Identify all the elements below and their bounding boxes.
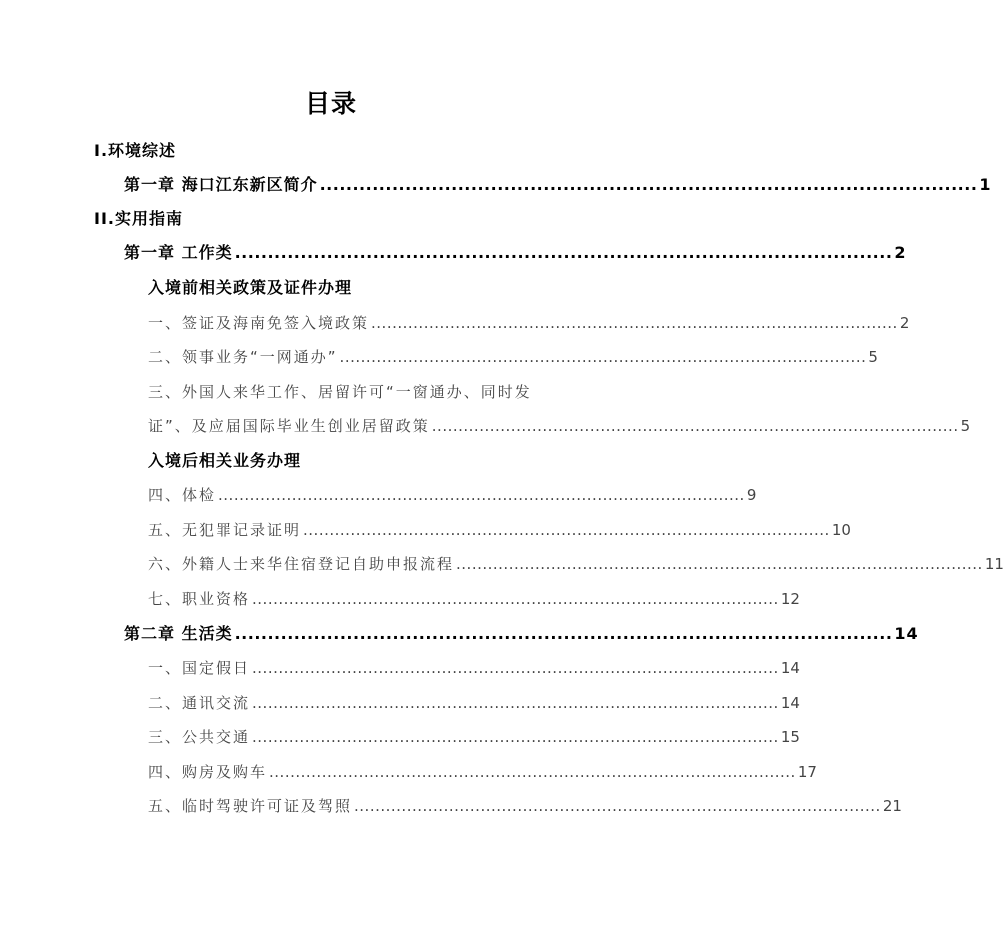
toc-chapter-intro[interactable] [124,173,992,197]
toc-entry-label: 五、无犯罪记录证明 [148,521,302,539]
toc-page-number: 1 [979,175,992,194]
toc-page-number: 5 [960,417,971,435]
toc-entry[interactable] [148,311,910,335]
dot-leader: .................................................................................................... [319,175,978,194]
toc-part-guide[interactable] [94,207,183,231]
toc-entry[interactable] [148,552,1004,576]
dot-leader: .................................................................................................... [269,763,796,781]
toc-entry-label: 三、外国人来华工作、居留许可“一窗通办、同时发 [148,383,532,401]
toc-entry[interactable] [148,414,971,438]
toc-page-number: 21 [882,797,902,815]
toc-entry-label: 四、体检 [148,486,217,504]
toc-chapter-label: 第二章 生活类 [124,624,233,643]
toc-page-number: 9 [746,486,757,504]
toc-entry[interactable] [148,587,800,611]
toc-section-label: 入境前相关政策及证件办理 [148,278,353,297]
toc-entry-label: 二、通讯交流 [148,694,251,712]
dot-leader: .................................................................................................... [252,590,779,608]
dot-leader: .................................................................................................... [252,694,779,712]
dot-leader: .................................................................................................... [456,555,983,573]
toc-entry[interactable] [148,794,902,818]
toc-entry-line1[interactable] [148,380,532,404]
toc-entry-label: 一、国定假日 [148,659,251,677]
toc-entry[interactable] [148,345,878,369]
dot-leader: .................................................................................................... [431,417,959,435]
dot-leader: .................................................................................................... [303,521,830,539]
toc-section-label: 入境后相关业务办理 [148,451,302,470]
toc-entry[interactable] [148,518,851,542]
toc-page-number: 10 [831,521,851,539]
toc-page-number: 12 [780,590,800,608]
dot-leader: .................................................................................................... [234,243,893,262]
toc-page-number: 17 [797,763,817,781]
toc-page-number: 15 [780,728,800,746]
toc-section-pre-entry[interactable] [148,276,352,300]
toc-page-number: 14 [894,624,919,643]
toc-part-label: II.实用指南 [94,209,183,228]
page-title: 目录 [304,89,357,118]
dot-leader: .................................................................................................... [252,728,779,746]
toc-page-number: 14 [780,694,800,712]
toc-page-number: 14 [780,659,800,677]
toc-chapter-label: 第一章 海口江东新区简介 [124,175,318,194]
toc-chapter-work[interactable] [124,241,907,265]
toc-entry[interactable] [148,656,800,680]
toc-entry-label: 七、职业资格 [148,590,251,608]
toc-entry-label: 三、公共交通 [148,728,251,746]
toc-page-number: 2 [899,314,910,332]
dot-leader: .................................................................................................... [371,314,898,332]
dot-leader: .................................................................................................... [252,659,779,677]
dot-leader: .................................................................................................... [218,486,745,504]
toc-entry[interactable] [148,760,817,784]
toc-entry[interactable] [148,691,800,715]
toc-entry[interactable] [148,483,757,507]
toc-entry-label: 五、临时驾驶许可证及驾照 [148,797,353,815]
toc-page-number: 5 [868,348,878,366]
toc-part-environment[interactable] [94,139,176,163]
toc-chapter-label: 第一章 工作类 [124,243,233,262]
toc-entry-label: 六、外籍人士来华住宿登记自助申报流程 [148,555,455,573]
dot-leader: .................................................................................................... [339,348,867,366]
toc-chapter-life[interactable] [124,622,919,646]
dot-leader: .................................................................................................... [234,624,893,643]
dot-leader: .................................................................................................... [354,797,881,815]
toc-entry-label: 一、签证及海南免签入境政策 [148,314,370,332]
toc-part-label: I.环境综述 [94,141,177,160]
toc-entry-label: 四、购房及购车 [148,763,268,781]
toc-section-post-entry[interactable] [148,449,301,473]
toc-page-number: 2 [894,243,907,262]
toc-page-number: 11 [984,555,1004,573]
toc-entry-label: 二、领事业务“一网通办” [148,348,338,366]
toc-entry-label: 证”、及应届国际毕业生创业居留政策 [148,417,430,435]
toc-entry[interactable] [148,725,800,749]
